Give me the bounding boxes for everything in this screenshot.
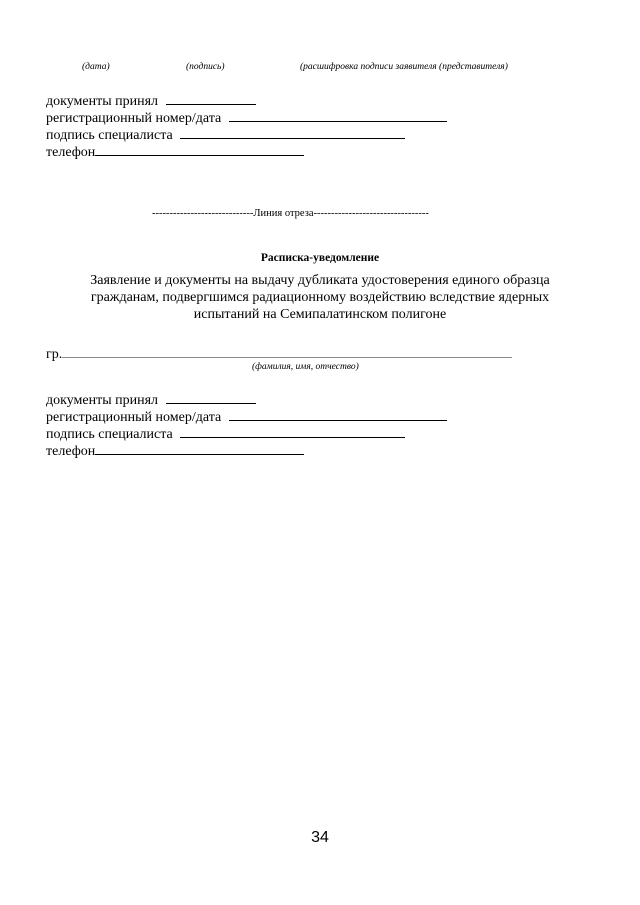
- receipt-text-line2: гражданам, подвергшимся радиационному воздействию вследствие ядерных: [90, 290, 550, 305]
- fio-caption: (фамилия, имя, отчество): [252, 362, 359, 372]
- citizen-prefix: гр.: [46, 347, 63, 362]
- specialist-signature-blank[interactable]: [180, 425, 405, 438]
- phone-blank[interactable]: [95, 442, 304, 455]
- regnum-row-2: [46, 408, 447, 426]
- documents-received-blank[interactable]: [166, 391, 256, 404]
- citizen-fio-blank[interactable]: [62, 345, 512, 358]
- specialist-signature-label: подпись специалиста: [46, 427, 173, 442]
- specialist-signature-blank[interactable]: [180, 126, 405, 139]
- receipt-title: Расписка-уведомление: [260, 252, 380, 264]
- phone-row-2: [46, 442, 304, 460]
- documents-received-label: документы принял: [46, 393, 159, 408]
- phone-blank[interactable]: [95, 143, 304, 156]
- specialist-signature-row: [46, 126, 405, 144]
- phone-label: телефон: [46, 444, 96, 459]
- cut-line: -----------------------------Линия отреза---------------------------------: [152, 208, 429, 219]
- regnum-label: регистрационный номер/дата: [46, 410, 222, 425]
- documents-received-row: [46, 92, 256, 110]
- regnum-row: [46, 109, 447, 127]
- date-caption: (дата): [82, 62, 110, 72]
- regnum-label: регистрационный номер/дата: [46, 111, 222, 126]
- page-number: 34: [311, 829, 329, 846]
- signature-caption: (подпись): [186, 62, 225, 72]
- documents-received-row-2: [46, 391, 256, 409]
- receipt-text-line1: Заявление и документы на выдачу дубликата удостоверения единого образца: [90, 273, 550, 288]
- receipt-text-line3: испытаний на Семипалатинском полигоне: [193, 307, 447, 322]
- regnum-blank[interactable]: [229, 109, 447, 122]
- regnum-blank[interactable]: [229, 408, 447, 421]
- documents-received-label: документы принял: [46, 94, 159, 109]
- phone-label: телефон: [46, 145, 96, 160]
- signature-decryption-caption: (расшифровка подписи заявителя (представителя): [300, 62, 508, 72]
- specialist-signature-label: подпись специалиста: [46, 128, 173, 143]
- phone-row: [46, 143, 304, 161]
- citizen-row: [46, 345, 512, 363]
- documents-received-blank[interactable]: [166, 92, 256, 105]
- specialist-signature-row-2: [46, 425, 405, 443]
